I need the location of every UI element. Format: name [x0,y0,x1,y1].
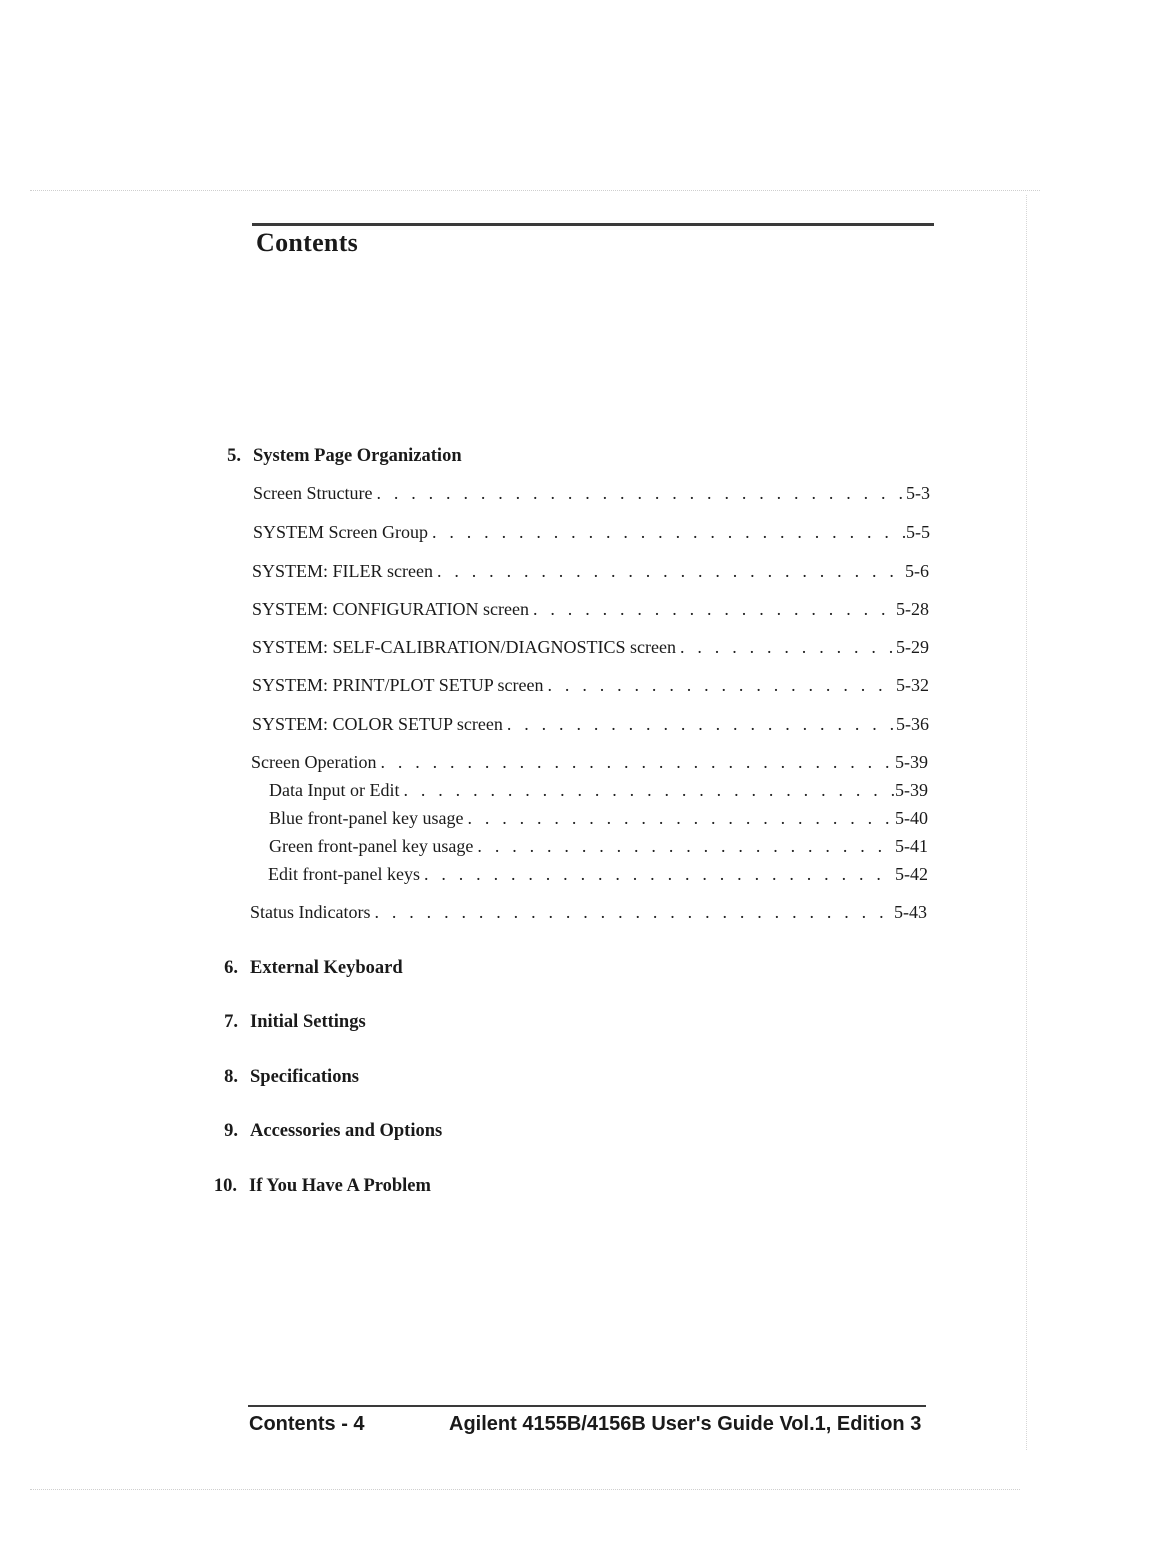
footer-page-label: Contents - 4 [249,1413,365,1435]
toc-entry-page: 5-42 [895,864,928,884]
chapter-title: External Keyboard [250,958,403,978]
toc-entry-page: 5-36 [896,714,929,734]
dot-leader [399,780,895,801]
toc-entry[interactable] [252,637,929,658]
toc-entry[interactable] [252,675,929,696]
toc-entry-page: 5-29 [896,637,929,657]
toc-entry-page: 5-6 [905,561,929,581]
dot-leader [463,808,895,829]
chapter-number: 10. [213,1176,237,1196]
chapter-title: Initial Settings [250,1012,366,1032]
toc-entry[interactable] [252,561,929,582]
toc-entry-label: SYSTEM: CONFIGURATION screen [252,599,529,619]
toc-entry-label: SYSTEM: COLOR SETUP screen [252,714,503,734]
dot-leader [529,599,896,620]
chapter-title: System Page Organization [253,446,462,466]
toc-entry-page: 5-40 [895,808,928,828]
chapter-heading[interactable] [224,1067,359,1088]
toc-subentry[interactable] [269,780,928,801]
dot-leader [420,864,895,885]
toc-entry-label: SYSTEM: FILER screen [252,561,433,581]
toc-entry-label: SYSTEM Screen Group [253,522,428,542]
toc-entry-label: Data Input or Edit [269,780,400,800]
toc-entry-page: 5-5 [906,522,930,542]
toc-entry-page: 5-32 [896,675,929,695]
chapter-number: 7. [224,1012,238,1032]
toc-entry-label: Blue front-panel key usage [269,808,464,828]
header-rule [252,223,934,226]
footer-doc-title: Agilent 4155B/4156B User's Guide Vol.1, Edition 3 [449,1413,922,1435]
dot-leader [433,561,905,582]
dot-leader [473,836,895,857]
toc-entry[interactable] [252,714,929,735]
toc-entry-page: 5-39 [895,752,928,772]
toc-subentry[interactable] [268,864,928,885]
toc-subentry[interactable] [269,808,928,829]
scan-edge-bottom [30,1489,1020,1490]
chapter-number: 9. [224,1121,238,1141]
toc-entry-page: 5-41 [895,836,928,856]
toc-entry-page: 5-39 [895,780,928,800]
toc-entry-label: Green front-panel key usage [269,836,474,856]
toc-entry[interactable] [253,483,930,504]
toc-entry-label: SYSTEM: PRINT/PLOT SETUP screen [252,675,544,695]
scan-edge-top [30,190,1040,191]
dot-leader [544,675,896,696]
chapter-title: If You Have A Problem [249,1176,431,1196]
chapter-heading[interactable] [224,1012,366,1033]
toc-entry-label: Status Indicators [250,902,371,922]
footer-rule [248,1405,926,1407]
page-title: Contents [256,228,359,257]
toc-subentry[interactable] [269,836,928,857]
toc-entry[interactable] [253,522,930,543]
dot-leader [370,902,894,923]
toc-entry-page: 5-43 [894,902,927,922]
toc-entry[interactable] [250,902,927,923]
dot-leader [676,637,896,658]
toc-entry-label: Edit front-panel keys [268,864,420,884]
dot-leader [376,752,895,773]
dot-leader [428,522,906,543]
chapter-title: Accessories and Options [250,1121,443,1141]
toc-entry[interactable] [252,599,929,620]
chapter-heading[interactable] [213,1176,431,1197]
dot-leader [372,483,906,504]
toc-entry-label: Screen Structure [253,483,373,503]
chapter-number: 8. [224,1067,238,1087]
chapter-number: 6. [224,958,238,978]
toc-entry-page: 5-3 [906,483,930,503]
scan-edge-right [1026,195,1027,1450]
toc-entry[interactable] [251,752,928,773]
toc-entry-label: SYSTEM: SELF-CALIBRATION/DIAGNOSTICS screen [252,637,676,657]
toc-entry-label: Screen Operation [251,752,377,772]
toc-entry-page: 5-28 [896,599,929,619]
dot-leader [503,714,896,735]
chapter-number: 5. [227,446,241,466]
chapter-heading[interactable] [224,1121,443,1142]
chapter-title: Specifications [250,1067,359,1087]
chapter-heading[interactable] [227,446,462,467]
chapter-heading[interactable] [224,958,403,979]
